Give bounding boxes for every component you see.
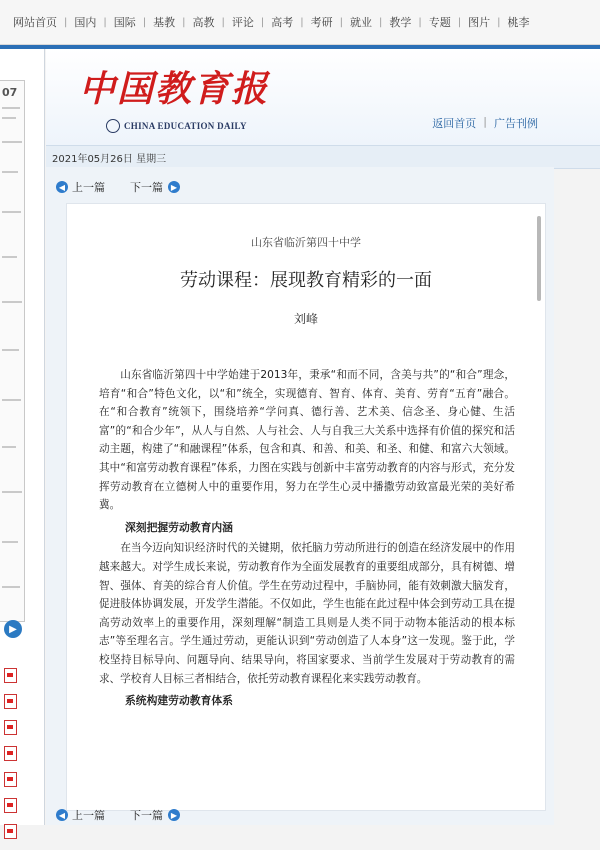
nav-item-jobs[interactable]: 就业 | (350, 16, 383, 29)
section-heading: 系统构建劳动教育体系 (125, 694, 233, 708)
pdf-icon[interactable] (4, 798, 17, 813)
thumbnail-line (2, 107, 20, 109)
nav-item-basic-edu[interactable]: 基教 | (153, 16, 186, 29)
school-name: 山东省临沂第四十中学 (251, 236, 361, 249)
date-bar (46, 145, 600, 169)
thumbnail-line (2, 141, 22, 143)
section-heading: 深刻把握劳动教育内涵 (125, 520, 233, 534)
article-title: 劳动课程：展现教育精彩的一面 (180, 270, 432, 291)
next-icon[interactable]: ▶ (168, 809, 180, 821)
prev-icon[interactable]: ◀ (56, 181, 68, 193)
paragraph: 在当今迈向知识经济时代的关键期，依托脑力劳动所进行的创造在经济发展中的作用越来越大。对学生成长来说，劳动教育作为全面发展教育的重要组成部分，具有树德、增智、强体、育美的综合育人价值。学生在劳动过程中，手脑协同，能有效刺激大脑发育，促进肢体协调发展，开发学生潜能。不仅如此，学生也能在此过程中体会到劳动工具在提高劳动效率上的重要作用，深刻理解“制造工具则是人类不同于动物本能活动的根本标志”等至理名言。学生通过劳动，更能认识到“劳动创造了人本身”这一发现。鉴于此，学校坚持目标导向、问题导向、结果导向，将国家要求、当前学生发展对于劳动教育的需求、学校育人目标三者相结合，依托劳动教育课程化来实践劳动教育。 (99, 542, 515, 685)
nav-item-photos[interactable]: 图片 | (468, 16, 501, 29)
nav-item-international[interactable]: 国际 | (113, 16, 147, 29)
nav-item-higher-edu[interactable]: 高教 | (192, 16, 225, 29)
link-separator: | (483, 115, 487, 128)
page-nav-icon[interactable]: ▶ (4, 620, 22, 638)
thumbnail-line (2, 301, 22, 303)
pdf-icon[interactable] (4, 720, 17, 735)
thumbnail-line (2, 586, 20, 588)
nav-item-gaokao[interactable]: 高考 | (271, 16, 304, 29)
globe-icon (106, 119, 120, 133)
pdf-icon[interactable] (4, 694, 17, 709)
thumbnail-line (2, 256, 17, 258)
thumbnail-line (2, 491, 22, 493)
pager-top (56, 179, 180, 195)
thumbnail-line (2, 211, 21, 213)
logo-chinese[interactable]: 中国教育报 (79, 68, 270, 110)
article-body (66, 203, 546, 811)
nav-item-teaching[interactable]: 教学 | (389, 16, 422, 29)
pdf-icon[interactable] (4, 668, 17, 683)
pdf-icon[interactable] (4, 746, 17, 761)
home-link[interactable]: 返回首页 (432, 117, 477, 130)
top-navigation (0, 0, 600, 45)
pdf-list (4, 668, 17, 850)
paragraph: 山东省临沂第四十中学始建于2013年，秉承“和而不同，含美与共”的“和合”理念，培育“和合”特色文化，以“和”统全，实现德育、智育、体育、美育、劳育“五育”融合。在“和合教育”统领下，围绕培养“学问真、德行善、艺术美、信念圣、身心健、生活富”的“和合少年”，从人与自然、人与社会、人与自我三大关系中选择有价值的探究和活动主题，构建了“和融课程”体系，包含和真、和善、和美、和圣、和健、和富六大领域。其中“和富劳动教育课程”体系，力图在实践与创新中丰富劳动教育的内容与形式，充分发挥劳动教育在立德树人中的重要作用，努力在学生心灵中播撒劳动致富最光荣的美好希冀。 (99, 369, 515, 512)
nav-item-kaoyan[interactable]: 考研 | (310, 16, 343, 29)
nav-item-topics[interactable]: 专题 | (428, 16, 462, 29)
next-article-link[interactable]: 下一篇 (130, 181, 163, 194)
nav-item-domestic[interactable]: 国内 | (74, 16, 107, 29)
prev-article-link[interactable]: 上一篇 (72, 181, 105, 194)
prev-icon[interactable]: ◀ (56, 809, 68, 821)
page-thumbnail[interactable] (0, 80, 25, 622)
next-article-link[interactable]: 下一篇 (130, 809, 163, 822)
thumbnail-line (2, 446, 16, 448)
nav-item-commentary[interactable]: 评论 | (231, 16, 265, 29)
thumbnail-line (2, 171, 18, 173)
thumbnail-line (2, 349, 19, 351)
prev-article-link[interactable]: 上一篇 (72, 809, 105, 822)
pdf-icon[interactable] (4, 772, 17, 787)
header-links (432, 115, 538, 131)
nav-item-home[interactable]: 网站首页 | (13, 16, 68, 29)
page-number: 07 (2, 86, 18, 99)
article-container (46, 167, 554, 825)
issue-date: 2021年05月26日 星期三 (52, 154, 167, 165)
logo-english-text: CHINA EDUCATION DAILY (124, 121, 247, 131)
pager-bottom (56, 807, 180, 823)
pdf-icon[interactable] (4, 824, 17, 839)
logo-english (106, 119, 247, 133)
thumbnail-line (2, 117, 16, 119)
article-text (99, 366, 515, 713)
next-icon[interactable]: ▶ (168, 181, 180, 193)
masthead (46, 49, 600, 145)
ads-link[interactable]: 广告刊例 (494, 117, 538, 130)
article-author: 刘峰 (293, 312, 318, 326)
nav-item-taoli[interactable]: 桃李 (507, 16, 530, 29)
thumbnail-line (2, 399, 21, 401)
thumbnail-line (2, 541, 18, 543)
